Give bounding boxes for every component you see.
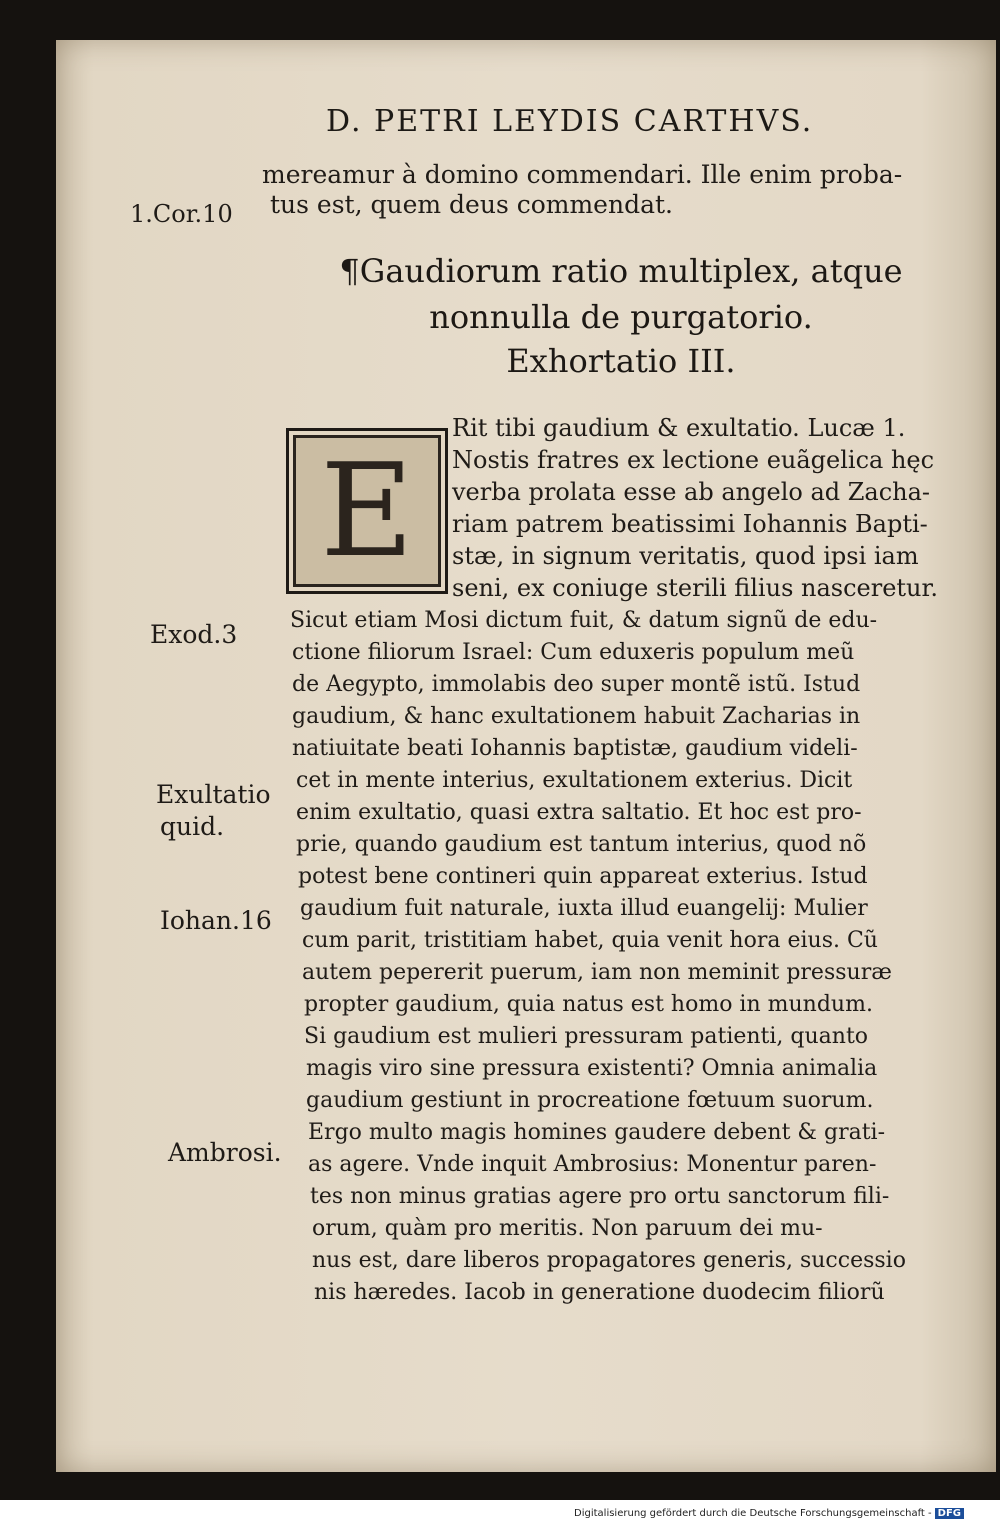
paragraph-mark: ¶ [339, 252, 360, 290]
running-header: D. PETRI LEYDIS CARTHVS. [326, 104, 814, 139]
margin-note-exultatio: Exultatio [156, 780, 271, 809]
body-line: nus est, dare liberos propagatores generis, successio [312, 1248, 906, 1273]
body-line: tes non minus gratias agere pro ortu sanctorum fili- [310, 1184, 890, 1209]
body-line: gaudium gestiunt in procreatione fœtuum suorum. [306, 1088, 874, 1113]
footer-credit: Digitalisierung gefördert durch die Deutsche Forschungsgemeinschaft - [574, 1508, 932, 1519]
body-line: stæ, in signum veritatis, quod ipsi iam [452, 542, 919, 570]
margin-note-cor: 1.Cor.10 [130, 200, 233, 228]
body-line: Sicut etiam Mosi dictum fuit, & datum signũ de edu- [290, 608, 878, 633]
body-line: autem pepererit puerum, iam non meminit pressuræ [302, 960, 892, 985]
body-line: Ergo multo magis homines gaudere debent & grati- [308, 1120, 886, 1145]
body-line: ctione filiorum Israel: Cum eduxeris populum meũ [292, 640, 855, 665]
body-line: Si gaudium est mulieri pressuram patienti, quanto [304, 1024, 869, 1049]
body-line: nis hæredes. Iacob in generatione duodecim filiorũ [314, 1280, 885, 1305]
body-line: Nostis fratres ex lectione euãgelica hęc [452, 446, 935, 474]
chapter-title-line-3: Exhortatio III. [506, 342, 736, 380]
margin-note-exod: Exod.3 [150, 620, 238, 649]
body-line: verba prolata esse ab angelo ad Zacha- [452, 478, 931, 506]
digitization-footer [574, 1508, 964, 1519]
body-line: gaudium fuit naturale, iuxta illud euangelij: Mulier [300, 896, 868, 921]
text-line-top-1: mereamur à domino commendari. Ille enim proba- [262, 160, 903, 189]
margin-note-quid: quid. [160, 812, 225, 841]
body-line: cet in mente interius, exultationem exterius. Dicit [296, 768, 853, 793]
chapter-title-text-1: Gaudiorum ratio multiplex, atque [359, 252, 903, 290]
body-line: potest bene contineri quin appareat exterius. Istud [298, 864, 868, 889]
body-line: enim exultatio, quasi extra saltatio. Et hoc est pro- [296, 800, 862, 825]
body-line: magis viro sine pressura existenti? Omnia animalia [306, 1056, 878, 1081]
body-line: cum parit, tristitiam habet, quia venit hora eius. Cũ [302, 928, 878, 953]
body-line: de Aegypto, immolabis deo super montẽ istũ. Istud [292, 672, 861, 697]
body-line: natiuitate beati Iohannis baptistæ, gaudium videli- [292, 736, 858, 761]
body-line: prie, quando gaudium est tantum interius, quod nõ [296, 832, 867, 857]
body-line: seni, ex coniuge sterili filius nasceretur. [452, 574, 938, 602]
margin-note-ambrosi: Ambrosi. [168, 1138, 282, 1167]
margin-note-iohan: Iohan.16 [160, 906, 272, 935]
body-line: orum, quàm pro meritis. Non paruum dei mu- [312, 1216, 823, 1241]
body-line: as agere. Vnde inquit Ambrosius: Monentur paren- [308, 1152, 877, 1177]
chapter-title-line-2: nonnulla de purgatorio. [429, 298, 813, 336]
dfg-logo: DFG [935, 1508, 964, 1519]
body-line: propter gaudium, quia natus est homo in mundum. [304, 992, 873, 1017]
body-line: gaudium, & hanc exultationem habuit Zacharias in [292, 704, 861, 729]
initial-letter: E [320, 436, 414, 586]
text-line-top-2: tus est, quem deus commendat. [270, 190, 673, 219]
body-line: riam patrem beatissimi Iohannis Bapti- [452, 510, 928, 538]
body-line: Rit tibi gaudium & exultatio. Lucæ 1. [452, 414, 906, 442]
